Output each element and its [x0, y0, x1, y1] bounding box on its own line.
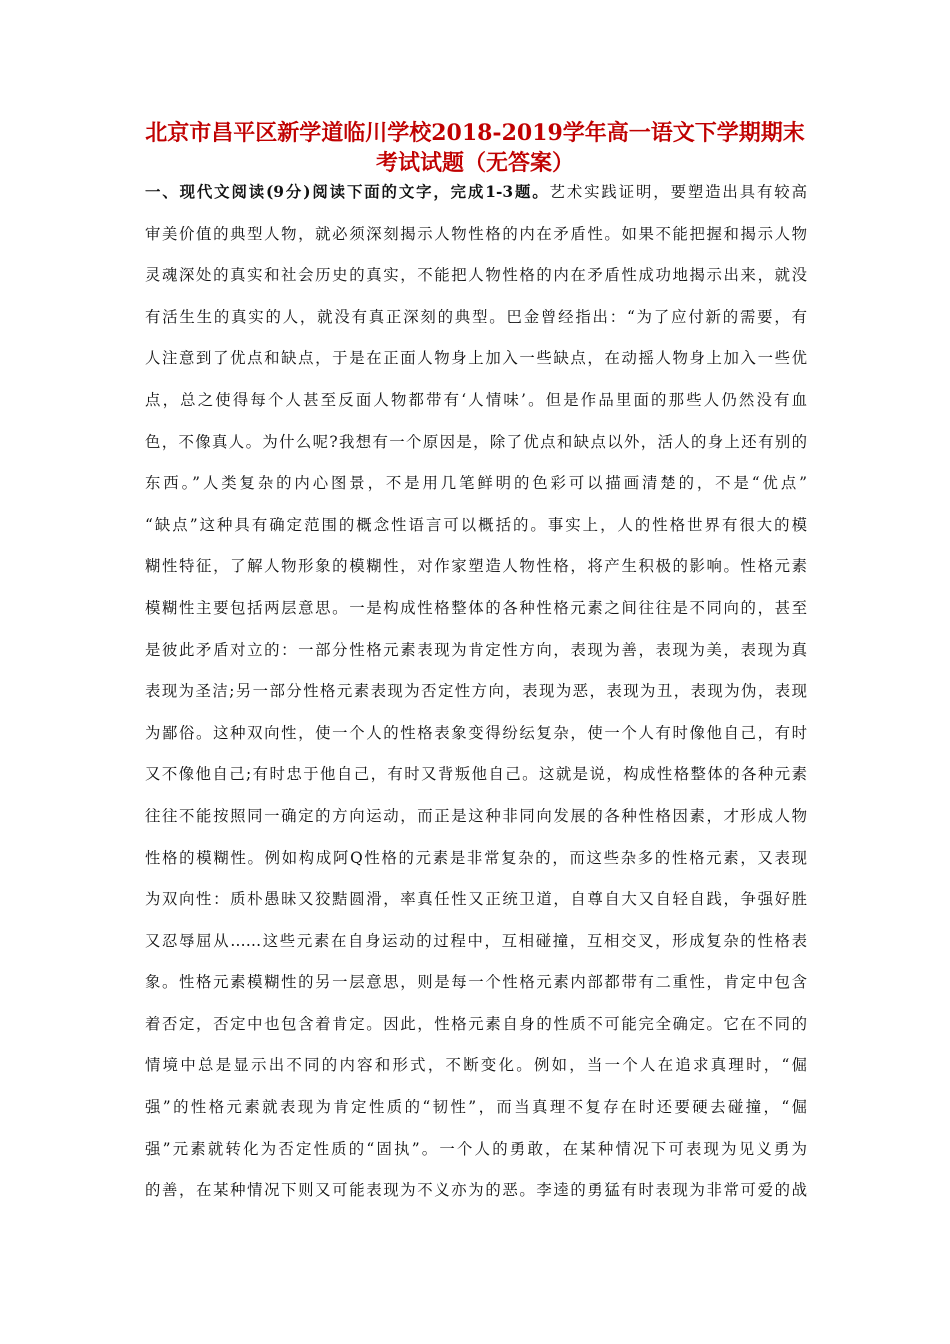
passage-line: 又忍辱屈从……这些元素在自身运动的过程中，互相碰撞，互相交叉，形成复杂的性格表 — [145, 931, 807, 950]
passage-line: 强”元素就转化为否定性质的“固执”。一个人的勇敢，在某种情况下可表现为见义勇为 — [145, 1139, 807, 1158]
passage-line: 为鄙俗。这种双向性，使一个人的性格表象变得纷纭复杂，使一个人有时像他自己，有时 — [145, 723, 807, 742]
section-heading: 一、现代文阅读(9分)阅读下面的文字，完成1-3题。 — [145, 183, 550, 201]
passage-line: 东西。”人类复杂的内心图景，不是用几笔鲜明的色彩可以描画清楚的，不是“优点” — [145, 474, 807, 493]
passage-line: 审美价值的典型人物，就必须深刻揭示人物性格的内在矛盾性。如果不能把握和揭示人物 — [145, 224, 807, 243]
title-line-2: 考试试题（无答案） — [375, 150, 574, 176]
passage-line: 着否定，否定中也包含着肯定。因此，性格元素自身的性质不可能完全确定。它在不同的 — [145, 1014, 807, 1033]
passage-line: 人注意到了优点和缺点，于是在正面人物身上加入一些缺点，在动摇人物身上加入一些优 — [145, 349, 807, 368]
passage-line: 有活生生的真实的人，就没有真正深刻的典型。巴金曾经指出：“为了应付新的需要，有 — [145, 307, 807, 326]
reading-passage — [145, 172, 807, 1212]
passage-line: 的善，在某种情况下则又可能表现为不义亦为的恶。李逵的勇猛有时表现为非常可爱的战 — [145, 1181, 807, 1200]
passage-line: 是彼此矛盾对立的：一部分性格元素表现为肯定性方向，表现为善，表现为美，表现为真 — [145, 640, 807, 659]
passage-line: 性格的模糊性。例如构成阿Q性格的元素是非常复杂的，而这些杂多的性格元素，又表现 — [145, 848, 807, 867]
passage-line: 为双向性：质朴愚昧又狡黠圆滑，率真任性又正统卫道，自尊自大又自轻自践，争强好胜 — [145, 890, 807, 909]
passage-line: “缺点”这种具有确定范围的概念性语言可以概括的。事实上，人的性格世界有很大的模 — [145, 515, 807, 534]
passage-line: 情境中总是显示出不同的内容和形式，不断变化。例如，当一个人在追求真理时，“倔 — [145, 1056, 807, 1075]
passage-line: 往往不能按照同一确定的方向运动，而正是这种非同向发展的各种性格因素，才形成人物 — [145, 806, 807, 825]
passage-line: 模糊性主要包括两层意思。一是构成性格整体的各种性格元素之间往往是不同向的，甚至 — [145, 598, 807, 617]
passage-line: 又不像他自己;有时忠于他自己，有时又背叛他自己。这就是说，构成性格整体的各种元素 — [145, 765, 807, 784]
passage-line: 糊性特征，了解人物形象的模糊性，对作家塑造人物性格，将产生积极的影响。性格元素 — [145, 557, 807, 576]
title-line-1: 北京市昌平区新学道临川学校2018-2019学年高一语文下学期期末 — [145, 120, 805, 146]
passage-line: 强”的性格元素就表现为肯定性质的“韧性”，而当真理不复存在时还要硬去碰撞，“倔 — [145, 1098, 807, 1117]
document-title — [140, 118, 810, 178]
passage-line-1 — [145, 172, 807, 214]
passage-line-1-text: 艺术实践证明，要塑造出具有较高 — [549, 183, 807, 201]
passage-line: 色，不像真人。为什么呢?我想有一个原因是，除了优点和缺点以外，活人的身上还有别的 — [145, 432, 807, 451]
passage-line: 表现为圣洁;另一部分性格元素表现为否定性方向，表现为恶，表现为丑，表现为伪，表现 — [145, 682, 807, 701]
passage-line: 点，总之使得每个人甚至反面人物都带有‘人情味’。但是作品里面的那些人仍然没有血 — [145, 390, 807, 409]
passage-line: 象。性格元素模糊性的另一层意思，则是每一个性格元素内部都带有二重性，肯定中包含 — [145, 973, 807, 992]
passage-line: 灵魂深处的真实和社会历史的真实，不能把人物性格的内在矛盾性成功地揭示出来，就没 — [145, 266, 807, 285]
